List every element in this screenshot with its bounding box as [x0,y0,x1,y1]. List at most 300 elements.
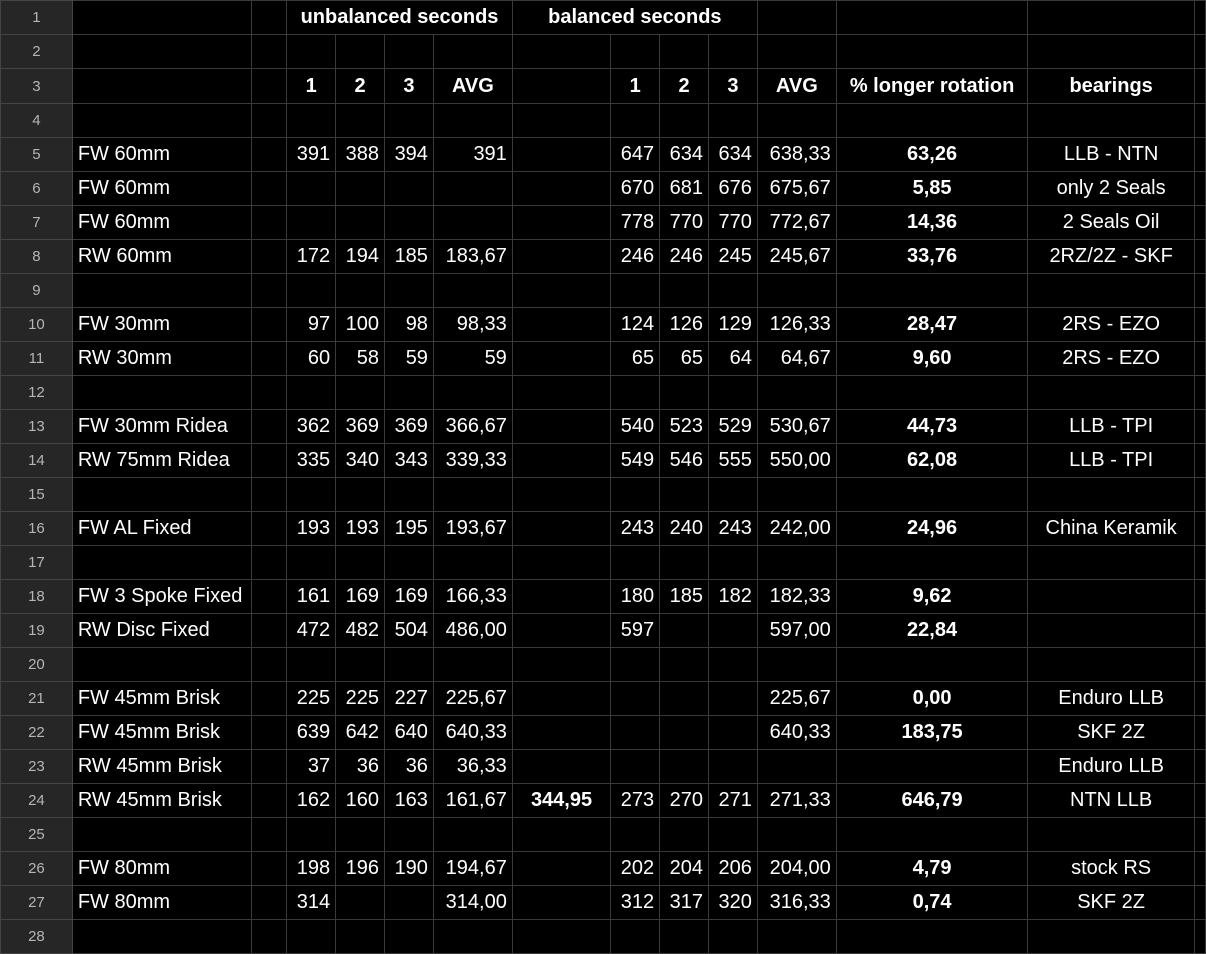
cell-uavg[interactable]: 391 [433,138,512,172]
cell-uavg[interactable] [433,274,512,308]
cell-pct[interactable]: % longer rotation [836,69,1028,104]
cell-wheel[interactable]: FW 80mm [72,886,251,920]
cell-b1[interactable] [611,104,660,138]
cell-edge[interactable] [1194,206,1205,240]
cell-uavg[interactable] [433,172,512,206]
cell-u2[interactable]: 369 [336,410,385,444]
cell-edge[interactable] [1194,682,1205,716]
cell-uavg[interactable]: 194,67 [433,852,512,886]
cell-bavg[interactable]: 271,33 [757,784,836,818]
cell-wheel[interactable] [72,35,251,69]
cell-u1[interactable] [287,172,336,206]
cell-uavg[interactable] [433,920,512,954]
cell-bavg[interactable]: 245,67 [757,240,836,274]
cell-b2[interactable]: 246 [660,240,709,274]
cell-extra[interactable] [512,274,610,308]
cell-pct[interactable]: 4,79 [836,852,1028,886]
cell-bavg[interactable]: 772,67 [757,206,836,240]
cell-pct[interactable]: 14,36 [836,206,1028,240]
cell-wheel[interactable] [72,478,251,512]
cell-b1[interactable]: 202 [611,852,660,886]
cell-edge[interactable] [1194,580,1205,614]
cell-wheel[interactable]: RW 60mm [72,240,251,274]
cell-spacer[interactable] [251,274,286,308]
cell-edge[interactable] [1194,920,1205,954]
cell-bavg[interactable] [757,376,836,410]
cell-extra[interactable] [512,818,610,852]
cell-bearings[interactable]: SKF 2Z [1028,716,1194,750]
cell-bearings[interactable]: stock RS [1028,852,1194,886]
row-number[interactable]: 24 [1,784,73,818]
cell-u1[interactable]: 1 [287,69,336,104]
row-number[interactable]: 12 [1,376,73,410]
cell-b2[interactable] [660,750,709,784]
cell-wheel[interactable] [72,1,251,35]
cell-u1[interactable]: 172 [287,240,336,274]
cell-pct[interactable] [836,546,1028,580]
cell-u3[interactable]: 394 [385,138,434,172]
cell-b1[interactable] [611,376,660,410]
cell-bearings[interactable]: bearings [1028,69,1194,104]
row-number[interactable]: 14 [1,444,73,478]
cell-b1[interactable]: 243 [611,512,660,546]
cell-b3[interactable] [709,35,758,69]
cell-u1[interactable]: 335 [287,444,336,478]
cell-b3[interactable]: 634 [709,138,758,172]
cell-extra[interactable] [512,138,610,172]
cell-spacer[interactable] [251,138,286,172]
row-number[interactable]: 1 [1,1,73,35]
cell-b3[interactable] [709,818,758,852]
cell-bavg[interactable]: AVG [757,69,836,104]
cell-u2[interactable]: 36 [336,750,385,784]
cell-b3[interactable]: 555 [709,444,758,478]
cell-b3[interactable]: 320 [709,886,758,920]
cell-bavg[interactable]: 530,67 [757,410,836,444]
cell-b2[interactable] [660,818,709,852]
cell-b3[interactable]: 245 [709,240,758,274]
cell-spacer[interactable] [251,920,286,954]
cell-u2[interactable] [336,920,385,954]
cell-uavg[interactable] [433,546,512,580]
cell-wheel[interactable]: FW 30mm Ridea [72,410,251,444]
cell-u1[interactable] [287,104,336,138]
cell-pct[interactable] [836,750,1028,784]
cell-b3[interactable] [709,920,758,954]
cell-u2[interactable] [336,172,385,206]
cell-b2[interactable]: 65 [660,342,709,376]
cell-b3[interactable]: 206 [709,852,758,886]
cell-pct[interactable]: 22,84 [836,614,1028,648]
cell-edge[interactable] [1194,546,1205,580]
cell-u1[interactable] [287,274,336,308]
cell-bearings[interactable]: LLB - TPI [1028,410,1194,444]
cell-uavg[interactable] [433,104,512,138]
cell-edge[interactable] [1194,444,1205,478]
row-number[interactable]: 23 [1,750,73,784]
cell-uavg[interactable]: 36,33 [433,750,512,784]
cell-b2[interactable]: 185 [660,580,709,614]
cell-b1[interactable] [611,750,660,784]
cell-b1[interactable]: 778 [611,206,660,240]
row-number[interactable]: 27 [1,886,73,920]
cell-u3[interactable]: 36 [385,750,434,784]
cell-wheel[interactable]: FW AL Fixed [72,512,251,546]
cell-b3[interactable] [709,376,758,410]
cell-u1[interactable]: 198 [287,852,336,886]
cell-u3[interactable] [385,886,434,920]
cell-u1[interactable]: 162 [287,784,336,818]
cell-u3[interactable] [385,478,434,512]
cell-spacer[interactable] [251,478,286,512]
cell-u3[interactable]: 195 [385,512,434,546]
row-number[interactable]: 8 [1,240,73,274]
cell-spacer[interactable] [251,784,286,818]
cell-pct[interactable]: 646,79 [836,784,1028,818]
cell-u3[interactable]: 190 [385,852,434,886]
cell-b3[interactable]: 770 [709,206,758,240]
cell-extra[interactable] [512,478,610,512]
cell-edge[interactable] [1194,172,1205,206]
cell-b3[interactable] [709,614,758,648]
cell-extra[interactable]: 344,95 [512,784,610,818]
cell-b3[interactable] [709,682,758,716]
cell-edge[interactable] [1194,648,1205,682]
cell-b1[interactable]: 597 [611,614,660,648]
row-number[interactable]: 15 [1,478,73,512]
row-number[interactable]: 22 [1,716,73,750]
cell-edge[interactable] [1194,138,1205,172]
cell-bearings[interactable]: Enduro LLB [1028,682,1194,716]
cell-bearings[interactable]: LLB - TPI [1028,444,1194,478]
cell-extra[interactable] [512,35,610,69]
cell-pct[interactable]: 5,85 [836,172,1028,206]
cell-b1[interactable]: 670 [611,172,660,206]
cell-bearings[interactable] [1028,648,1194,682]
cell-u3[interactable]: 59 [385,342,434,376]
cell-u3[interactable]: 185 [385,240,434,274]
cell-pct[interactable]: 0,74 [836,886,1028,920]
cell-u1[interactable] [287,648,336,682]
cell-u2[interactable]: 169 [336,580,385,614]
cell-extra[interactable] [512,69,610,104]
cell-wheel[interactable] [72,648,251,682]
cell-edge[interactable] [1194,750,1205,784]
cell-bearings[interactable] [1028,376,1194,410]
cell-u3[interactable]: 227 [385,682,434,716]
cell-edge[interactable] [1194,104,1205,138]
cell-u3[interactable] [385,172,434,206]
cell-edge[interactable] [1194,886,1205,920]
cell-bearings[interactable]: 2 Seals Oil [1028,206,1194,240]
cell-edge[interactable] [1194,410,1205,444]
cell-u3[interactable]: 169 [385,580,434,614]
cell-uavg[interactable]: 183,67 [433,240,512,274]
cell-edge[interactable] [1194,35,1205,69]
cell-b2[interactable]: 770 [660,206,709,240]
cell-edge[interactable] [1194,1,1205,35]
cell-u2[interactable] [336,546,385,580]
row-number[interactable]: 28 [1,920,73,954]
cell-spacer[interactable] [251,648,286,682]
cell-b2[interactable]: 240 [660,512,709,546]
cell-u1[interactable] [287,206,336,240]
row-number[interactable]: 5 [1,138,73,172]
cell-pct[interactable] [836,920,1028,954]
cell-wheel[interactable] [72,274,251,308]
cell-b1[interactable]: 246 [611,240,660,274]
cell-u2[interactable]: 340 [336,444,385,478]
cell-u2[interactable]: 482 [336,614,385,648]
cell-u3[interactable] [385,546,434,580]
cell-pct[interactable] [836,818,1028,852]
cell-u1[interactable]: unbalanced seconds [287,1,513,35]
cell-bearings[interactable] [1028,478,1194,512]
row-number[interactable]: 26 [1,852,73,886]
row-number[interactable]: 6 [1,172,73,206]
cell-extra[interactable] [512,750,610,784]
cell-bearings[interactable]: only 2 Seals [1028,172,1194,206]
cell-wheel[interactable]: RW 30mm [72,342,251,376]
cell-u3[interactable]: 98 [385,308,434,342]
cell-pct[interactable] [836,1,1028,35]
cell-edge[interactable] [1194,478,1205,512]
cell-u2[interactable] [336,478,385,512]
cell-extra[interactable] [512,852,610,886]
cell-u3[interactable]: 163 [385,784,434,818]
cell-u1[interactable] [287,920,336,954]
cell-b2[interactable]: 546 [660,444,709,478]
cell-u1[interactable] [287,35,336,69]
cell-edge[interactable] [1194,240,1205,274]
cell-extra[interactable] [512,920,610,954]
cell-spacer[interactable] [251,716,286,750]
cell-extra[interactable] [512,308,610,342]
cell-bavg[interactable] [757,1,836,35]
cell-uavg[interactable] [433,648,512,682]
cell-bavg[interactable]: 638,33 [757,138,836,172]
row-number[interactable]: 18 [1,580,73,614]
cell-spacer[interactable] [251,512,286,546]
cell-extra[interactable] [512,444,610,478]
cell-extra[interactable]: balanced seconds [512,1,757,35]
cell-u2[interactable]: 100 [336,308,385,342]
cell-b3[interactable]: 676 [709,172,758,206]
cell-b2[interactable] [660,614,709,648]
cell-extra[interactable] [512,206,610,240]
cell-spacer[interactable] [251,580,286,614]
cell-b1[interactable]: 180 [611,580,660,614]
cell-b3[interactable]: 243 [709,512,758,546]
cell-b3[interactable]: 529 [709,410,758,444]
cell-u3[interactable] [385,648,434,682]
cell-bavg[interactable] [757,818,836,852]
cell-u1[interactable]: 193 [287,512,336,546]
cell-b2[interactable]: 126 [660,308,709,342]
cell-uavg[interactable] [433,818,512,852]
cell-u2[interactable]: 2 [336,69,385,104]
cell-bavg[interactable]: 316,33 [757,886,836,920]
cell-b1[interactable] [611,682,660,716]
cell-spacer[interactable] [251,69,286,104]
cell-extra[interactable] [512,614,610,648]
cell-u2[interactable]: 388 [336,138,385,172]
cell-spacer[interactable] [251,308,286,342]
cell-edge[interactable] [1194,614,1205,648]
cell-b2[interactable]: 523 [660,410,709,444]
cell-uavg[interactable] [433,376,512,410]
cell-u2[interactable] [336,206,385,240]
cell-b3[interactable]: 182 [709,580,758,614]
cell-b2[interactable]: 270 [660,784,709,818]
cell-bearings[interactable] [1028,580,1194,614]
cell-edge[interactable] [1194,308,1205,342]
cell-b1[interactable] [611,35,660,69]
cell-spacer[interactable] [251,818,286,852]
cell-extra[interactable] [512,886,610,920]
cell-b2[interactable] [660,716,709,750]
cell-u1[interactable]: 60 [287,342,336,376]
cell-u1[interactable]: 314 [287,886,336,920]
cell-wheel[interactable] [72,920,251,954]
cell-u3[interactable] [385,274,434,308]
cell-wheel[interactable] [72,818,251,852]
cell-b1[interactable] [611,546,660,580]
cell-wheel[interactable]: FW 80mm [72,852,251,886]
cell-uavg[interactable] [433,206,512,240]
cell-uavg[interactable] [433,35,512,69]
cell-wheel[interactable] [72,546,251,580]
cell-spacer[interactable] [251,546,286,580]
cell-spacer[interactable] [251,376,286,410]
cell-spacer[interactable] [251,614,286,648]
cell-wheel[interactable]: RW 45mm Brisk [72,750,251,784]
cell-pct[interactable]: 9,60 [836,342,1028,376]
cell-spacer[interactable] [251,342,286,376]
cell-uavg[interactable] [433,478,512,512]
cell-bavg[interactable]: 126,33 [757,308,836,342]
cell-pct[interactable] [836,376,1028,410]
row-number[interactable]: 7 [1,206,73,240]
cell-spacer[interactable] [251,172,286,206]
cell-bearings[interactable] [1028,35,1194,69]
cell-b1[interactable]: 273 [611,784,660,818]
cell-u2[interactable]: 225 [336,682,385,716]
cell-u3[interactable]: 504 [385,614,434,648]
cell-edge[interactable] [1194,784,1205,818]
cell-b2[interactable] [660,648,709,682]
cell-bearings[interactable]: Enduro LLB [1028,750,1194,784]
cell-pct[interactable] [836,478,1028,512]
cell-b1[interactable] [611,818,660,852]
cell-u3[interactable] [385,206,434,240]
cell-uavg[interactable]: AVG [433,69,512,104]
cell-b3[interactable] [709,750,758,784]
cell-bearings[interactable]: SKF 2Z [1028,886,1194,920]
cell-bavg[interactable] [757,35,836,69]
cell-pct[interactable] [836,274,1028,308]
cell-extra[interactable] [512,580,610,614]
cell-u2[interactable]: 58 [336,342,385,376]
cell-u3[interactable]: 369 [385,410,434,444]
cell-pct[interactable]: 9,62 [836,580,1028,614]
row-number[interactable]: 10 [1,308,73,342]
cell-pct[interactable]: 63,26 [836,138,1028,172]
cell-uavg[interactable]: 193,67 [433,512,512,546]
cell-edge[interactable] [1194,342,1205,376]
cell-b3[interactable] [709,274,758,308]
cell-edge[interactable] [1194,512,1205,546]
cell-pct[interactable]: 0,00 [836,682,1028,716]
cell-uavg[interactable]: 166,33 [433,580,512,614]
cell-bavg[interactable] [757,104,836,138]
cell-wheel[interactable]: FW 60mm [72,138,251,172]
cell-edge[interactable] [1194,274,1205,308]
cell-spacer[interactable] [251,1,286,35]
row-number[interactable]: 3 [1,69,73,104]
cell-uavg[interactable]: 339,33 [433,444,512,478]
cell-wheel[interactable]: FW 3 Spoke Fixed [72,580,251,614]
cell-u2[interactable] [336,104,385,138]
cell-spacer[interactable] [251,240,286,274]
cell-pct[interactable] [836,35,1028,69]
cell-b2[interactable] [660,274,709,308]
cell-b1[interactable]: 647 [611,138,660,172]
cell-bearings[interactable] [1028,104,1194,138]
cell-spacer[interactable] [251,104,286,138]
cell-u3[interactable]: 640 [385,716,434,750]
cell-wheel[interactable] [72,69,251,104]
cell-b1[interactable]: 540 [611,410,660,444]
cell-u3[interactable]: 343 [385,444,434,478]
cell-u1[interactable] [287,546,336,580]
cell-wheel[interactable]: RW 45mm Brisk [72,784,251,818]
cell-bearings[interactable]: 2RS - EZO [1028,308,1194,342]
cell-edge[interactable] [1194,852,1205,886]
cell-pct[interactable] [836,648,1028,682]
cell-b3[interactable] [709,716,758,750]
cell-bearings[interactable] [1028,920,1194,954]
cell-bavg[interactable] [757,274,836,308]
cell-u3[interactable] [385,376,434,410]
cell-u3[interactable] [385,104,434,138]
cell-bearings[interactable] [1028,274,1194,308]
row-number[interactable]: 11 [1,342,73,376]
cell-b1[interactable] [611,648,660,682]
cell-bavg[interactable] [757,750,836,784]
cell-b2[interactable] [660,920,709,954]
cell-bearings[interactable]: 2RS - EZO [1028,342,1194,376]
cell-pct[interactable]: 183,75 [836,716,1028,750]
cell-wheel[interactable]: FW 30mm [72,308,251,342]
cell-pct[interactable]: 33,76 [836,240,1028,274]
cell-pct[interactable]: 28,47 [836,308,1028,342]
cell-u3[interactable]: 3 [385,69,434,104]
cell-b1[interactable] [611,716,660,750]
cell-bavg[interactable] [757,478,836,512]
cell-b2[interactable]: 681 [660,172,709,206]
cell-wheel[interactable]: RW Disc Fixed [72,614,251,648]
cell-spacer[interactable] [251,444,286,478]
cell-b3[interactable]: 129 [709,308,758,342]
cell-extra[interactable] [512,546,610,580]
cell-extra[interactable] [512,240,610,274]
cell-b2[interactable] [660,478,709,512]
cell-extra[interactable] [512,648,610,682]
cell-b1[interactable] [611,478,660,512]
cell-extra[interactable] [512,342,610,376]
cell-pct[interactable]: 24,96 [836,512,1028,546]
